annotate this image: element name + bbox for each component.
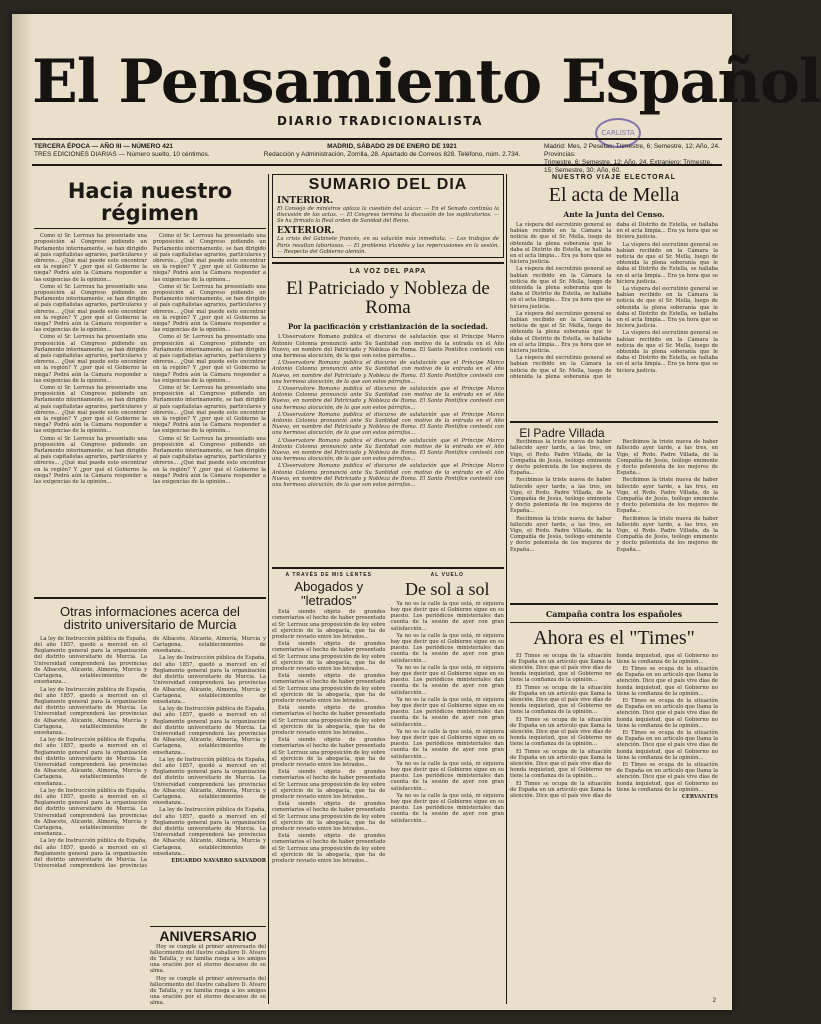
times-body [510,653,718,973]
address-line: Redacción y Administración, Zorrilla, 28. Apartado de Correos 828. Teléfono, núm. 2.734. [263,151,521,158]
paragraph: Recibimos la triste nueva de haber fallecido ayer tarde, a las tres, en Vigo, el Rvdo. Padre Villada, de la Compañía de Jesús, teólogo eminente y docto polemista de los mejores de España... [510,477,612,515]
paragraph: Como el Sr. Lerroux ha presentado una proposición al Congreso pidiendo un Parlamento interinamente, se han dirigido al país capitalistas agrarios, particulares y obreros... ¿Qué mal puede esto encontrar en la región? Y ¿por qué el Gobierno la niega? Podrá aún la Cámara responder a las exigencias de la opinión... [153,233,266,283]
paragraph: Está siendo objeto de grandes comentarios el hecho de haber presentado el Sr. Lerroux una proposición de ley sobre el ejercicio de la abogacía, que ha de producir revuelo entre los letrados... [272,801,386,833]
article-body-murcia [34,636,266,926]
article-signature: EDUARDO NAVARRO SALVADOR [171,857,266,864]
edition-left [34,143,234,159]
edition-info-bar [32,138,722,174]
paragraph: El Times se ocupa de la situación de España en un artículo que llama la atención. Dice que el país vive días de honda inquietud, que el Gobierno no tiene la confianza de la opinión... [510,684,612,716]
patriciado-headline: El Patriciado y Nobleza de Roma [286,277,490,319]
villada-headline: El Padre Villada [519,425,605,440]
paragraph: Recibimos la triste nueva de haber fallecido ayer tarde, a las tres, en Vigo, el Rvdo. Padre Villada, de la Compañía de Jesús, teólogo eminente y docto polemista de los mejores de España... [616,515,718,553]
newspaper-subtitle: DIARIO TRADICIONALISTA [277,114,484,128]
interior-label: INTERIOR. [277,195,334,206]
viaje-electoral-label: NUESTRO VIAJE ELECTORAL [552,174,676,181]
divider [510,622,718,623]
divider [510,603,718,605]
paragraph: Recibimos la triste nueva de haber fallecido ayer tarde, a las tres, en Vigo, el Rvdo. Padre Villada, de la Compañía de Jesús, teólogo eminente y docto polemista de los mejores de España... [510,515,612,553]
mella-body [510,222,718,417]
library-stamp: CARLISTA [595,118,641,148]
paragraph: Está siendo objeto de grandes comentarios el hecho de haber presentado el Sr. Lerroux una proposición de ley sobre el ejercicio de la abogacía, que ha de producir revuelo entre los letrados... [272,673,386,705]
paragraph: Hoy se cumple el primer aniversario del fallecimiento del ilustre caballero D. Álvaro de Tafalla, y su familia ruega a los amigos una oración por el eterno descanso de su alma. [150,943,266,975]
paragraph: La víspera del escrutinio general se habían recibido en la Cámara la noticia de que el Sr. Mella, luego de obtenida la plena soberanía que le daba el Distrito de Estella, se hallaba en el acta limpia... Era ya hora que se hiciera justicia. [616,241,718,285]
paragraph: Recibimos la triste nueva de haber fallecido ayer tarde, a las tres, en Vigo, el Rvdo. Padre Villada, de la Compañía de Jesús, teólogo eminente y docto polemista de los mejores de España... [616,477,718,515]
paragraph: Hoy se cumple el primer aniversario del fallecimiento del ilustre caballero D. Álvaro de Tafalla, y su familia ruega a los amigos una oración por el eterno descanso de su alma. [150,975,266,1007]
paragraph: La víspera del escrutinio general se habían recibido en la Cámara la noticia de que el Sr. Mella, luego de obtenida la plena soberanía que le daba el Distrito de Estella, se hallaba en el acta limpia... Era ya hora que se hiciera justicia. [510,222,612,266]
page-number: 2 [712,998,716,1004]
paragraph: Está siendo objeto de grandes comentarios el hecho de haber presentado el Sr. Lerroux una proposición de ley sobre el ejercicio de la abogacía, que ha de producir revuelo entre los letrados... [272,833,386,865]
divider [510,421,718,423]
paragraph: Como el Sr. Lerroux ha presentado una proposición al Congreso pidiendo un Parlamento interinamente, se han dirigido al país capitalistas agrarios, particulares y obreros... ¿Qué mal puede esto encontrar en la región? Y ¿por qué el Gobierno la niega? Podrá aún la Cámara responder a las exigencias de la opinión... [34,233,147,283]
paragraph: El Times se ocupa de la situación de España en un artículo que llama la atención. Dice que el país vive días de honda inquietud, que el Gobierno no tiene la confianza de la opinión... [616,698,718,729]
column-rule [506,174,507,1004]
paragraph: Como el Sr. Lerroux ha presentado una proposición al Congreso pidiendo un Parlamento interinamente, se han dirigido al país capitalistas agrarios, particulares y obreros... ¿Qué mal puede esto encontrar en la región? Y ¿por qué el Gobierno la niega? Podrá aún la Cámara responder a las exigencias de la opinión... [153,384,266,435]
paragraph: Como el Sr. Lerroux ha presentado una proposición al Congreso pidiendo un Parlamento interinamente, se han dirigido al país capitalistas agrarios, particulares y obreros... ¿Qué mal puede esto encontrar en la región? Y ¿por qué el Gobierno la niega? Podrá aún la Cámara responder a las exigencias de la opinión... [34,435,147,486]
paragraph: La víspera del escrutinio general se habían recibido en la Cámara la noticia de que el Sr. Mella, luego de obtenida la plena soberanía que le daba el Distrito de Estella, se hallaba en el acta limpia... Era ya hora que se hiciera justicia. [510,310,612,355]
article-headline-regimen: Hacia nuestro régimen [67,179,233,226]
column-rule [268,174,269,1004]
paragraph: El Times se ocupa de la situación de España en un artículo que llama la atención. Dice que el país vive días de honda inquietud, que el Gobierno no tiene la confianza de la opinión... [616,730,718,761]
divider [272,567,504,569]
exterior-label: EXTERIOR. [277,226,335,237]
patriciado-subtitle: Por la pacificación y cristianización de la sociedad. [288,322,488,332]
newspaper-title: El Pensamiento Español [32,47,821,117]
divider [272,262,504,264]
sumario-title: SUMARIO DEL DIA [308,176,468,193]
paragraph: Como el Sr. Lerroux ha presentado una proposición al Congreso pidiendo un Parlamento interinamente, se han dirigido al país capitalistas agrarios, particulares y obreros... ¿Qué mal puede esto encontrar en la región? Y ¿por qué el Gobierno la niega? Podrá aún la Cámara responder a las exigencias de la opinión... [153,435,266,486]
de-sol-a-sol-headline: De sol a sol [405,578,490,599]
paragraph: La ley de Instrucción pública de España, del año 1857, quedó a merced en el Reglamento general para la organización del distrito universitario de Murcia. La Universidad comprenderá las provincias de Albacete, Alicante, Almería, Murcia y Cartagena, establecimientos de enseñanza... [153,756,267,807]
lentes-label: A TRAVÉS DE MIS LENTES [285,571,372,578]
column-center [272,174,504,1004]
paragraph: L'Osservatore Romano publica el discurso de salutación que el Príncipe Marco Antonio Colonna pronunció ante Su Santidad con motivo de la entrada en el Año Nuevo, en nombre del Patriciado y Nobleza de Roma. El Santo Pontífice contestó con una hermosa alocución, de la que son estos párrafos... [272,386,504,411]
voz-del-papa-label: LA VOZ DEL PAPA [349,267,427,275]
times-headline: Ahora es el "Times" [533,626,695,649]
paragraph: La víspera del escrutinio general se habían recibido en la Cámara la noticia de que el Sr. Mella, luego de obtenida la plena soberanía que le daba el Distrito de Estella, se hallaba en el acta limpia... Era ya hora que se hiciera justicia. [616,286,718,330]
lentes-column [272,571,386,865]
paragraph: L'Osservatore Romano publica el discurso de salutación que el Príncipe Marco Antonio Colonna pronunció ante Su Santidad con motivo de la entrada en el Año Nuevo, en nombre del Patriciado y Nobleza de Roma. El Santo Pontífice contestó con una hermosa alocución, de la que son estos párrafos... [272,463,504,489]
newspaper-page [12,14,821,1010]
paragraph: Como el Sr. Lerroux ha presentado una proposición al Congreso pidiendo un Parlamento interinamente, se han dirigido al país capitalistas agrarios, particulares y obreros... ¿Qué mal puede esto encontrar en la región? Y ¿por qué el Gobierno la niega? Podrá aún la Cámara responder a las exigencias de la opinión... [153,283,266,334]
paragraph: Ya no es la calle la que está, ni siquiera hay que decir que el Gobierno sigue en su puesto. Los periódicos ministeriales dan cuenta de la sesión de ayer con gran satisfacción... [390,792,504,824]
article-signature: CERVANTES [681,794,718,801]
subscription-line-2: Trimestre, 6; Semestre, 12; Año, 24. Extranjero: Trimestre, 15; Semestre, 30; Año, 60. [544,159,713,174]
paragraph: El Times se ocupa de la situación de España en un artículo que llama la atención. Dice que el país vive días de honda inquietud, que el Gobierno no tiene la confianza de la opinión... [510,652,612,684]
paragraph: Recibimos la triste nueva de haber fallecido ayer tarde, a las tres, en Vigo, el Rvdo. Padre Villada, de la Compañía de Jesús, teólogo eminente y docto polemista de los mejores de España... [510,439,612,477]
column-right [510,174,718,1004]
aniversario-body [150,944,266,1007]
paragraph: Ya no es la calle la que está, ni siquiera hay que decir que el Gobierno sigue en su puesto. Los periódicos ministeriales dan cuenta de la sesión de ayer con gran satisfacción... [390,632,504,664]
paragraph: L'Osservatore Romano publica el discurso de salutación que el Príncipe Marco Antonio Colonna pronunció ante Su Santidad con motivo de la entrada en el Año Nuevo, en nombre del Patriciado y Nobleza de Roma. El Santo Pontífice contestó con una hermosa alocución, de la que son estos párrafos... [272,360,504,385]
article-body-regimen [34,233,266,593]
paragraph: La ley de Instrucción pública de España, del año 1857, quedó a merced en el Reglamento general para la organización del distrito universitario de Murcia. La Universidad comprenderá las provincias de Albacete, Alicante, Almería, Murcia y Cartagena, establecimientos de enseñanza... [153,807,267,857]
paragraph: La ley de Instrucción pública de España, del año 1857, quedó a merced en el Reglamento general para la organización del distrito universitario de Murcia. La Universidad comprenderá las provincias de Albacete, Alicante, Almería, Murcia y Cartagena, establecimientos de enseñanza... [34,686,148,736]
paragraph: La ley de Instrucción pública de España, del año 1857, quedó a merced en el Reglamento general para la organización del distrito universitario de Murcia. La Universidad comprenderá las provincias de Albacete, Alicante, Almería, Murcia y Cartagena, establecimientos de enseñanza... [153,706,267,756]
paragraph: El Times se ocupa de la situación de España en un artículo que llama la atención. Dice que el país vive días de honda inquietud, que el Gobierno no tiene la confianza de la opinión... [510,652,718,800]
patriciado-body [272,334,504,564]
paragraph: La ley de Instrucción pública de España, del año 1857, quedó a merced en el Reglamento general para la organización del distrito universitario de Murcia. La Universidad comprenderá las provincias de Albacete, Alicante, Almería, Murcia y Cartagena, establecimientos de enseñanza... [153,655,267,705]
sumario-box [272,174,504,258]
campana-label: Campaña contra los españoles [545,608,683,619]
paragraph: El Times se ocupa de la situación de España en un artículo que llama la atención. Dice que el país vive días de honda inquietud, que el Gobierno no tiene la confianza de la opinión... [616,762,718,793]
lower-center-columns [272,571,504,865]
divider [34,597,266,599]
aniversario-block [150,926,266,1007]
paragraph: La ley de Instrucción pública de España, del año 1857, quedó a merced en el Reglamento general para la organización del distrito universitario de Murcia. La Universidad comprenderá las provincias de Albacete, Alicante, Almería, Murcia y Cartagena, establecimientos de enseñanza... [34,787,148,838]
paragraph: Ya no es la calle la que está, ni siquiera hay que decir que el Gobierno sigue en su puesto. Los periódicos ministeriales dan cuenta de la sesión de ayer con gran satisfacción... [390,760,504,792]
paragraph: Ya no es la calle la que está, ni siquiera hay que decir que el Gobierno sigue en su puesto. Los periódicos ministeriales dan cuenta de la sesión de ayer con gran satisfacción... [390,728,504,760]
paragraph: Ya no es la calle la que está, ni siquiera hay que decir que el Gobierno sigue en su puesto. Los periódicos ministeriales dan cuenta de la sesión de ayer con gran satisfacción... [390,600,504,632]
paragraph: Como el Sr. Lerroux ha presentado una proposición al Congreso pidiendo un Parlamento interinamente, se han dirigido al país capitalistas agrarios, particulares y obreros... ¿Qué mal puede esto encontrar en la región? Y ¿por qué el Gobierno la niega? Podrá aún la Cámara responder a las exigencias de la opinión... [153,334,266,384]
paragraph: Ya no es la calle la que está, ni siquiera hay que decir que el Gobierno sigue en su puesto. Los periódicos ministeriales dan cuenta de la sesión de ayer con gran satisfacción... [390,664,504,696]
interior-text: El Consejo de ministros aplaza la cuestión del azúcar. — En el Senado continúa la discusión de las actas. — El Congreso termina la discusión de los suplicatorios. — Se ha firmado la Real orden de Sanidad del Reino. [277,205,499,225]
paragraph: La víspera del escrutinio general se habían recibido en la Cámara la noticia de que el Sr. Mella, luego de obtenida la plena soberanía que le daba el Distrito de Estella, se hallaba en el acta limpia... Era ya hora que se hiciera justicia. [510,222,718,380]
paragraph: Como el Sr. Lerroux ha presentado una proposición al Congreso pidiendo un Parlamento interinamente, se han dirigido al país capitalistas agrarios, particulares y obreros... ¿Qué mal puede esto encontrar en la región? Y ¿por qué el Gobierno la niega? Podrá aún la Cámara responder a las exigencias de la opinión... [34,283,147,334]
page-binding [12,14,34,1010]
paragraph: L'Osservatore Romano publica el discurso de salutación que el Príncipe Marco Antonio Colonna pronunció ante Su Santidad con motivo de la entrada en el Año Nuevo, en nombre del Patriciado y Nobleza de Roma. El Santo Pontífice contestó con una hermosa alocución, de la que son estos párrafos... [272,411,504,437]
paragraph: Ya no es la calle la que está, ni siquiera hay que decir que el Gobierno sigue en su puesto. Los periódicos ministeriales dan cuenta de la sesión de ayer con gran satisfacción... [390,696,504,728]
junta-censo-subtitle: Ante la Junta del Censo. [563,210,665,219]
mella-headline: El acta de Mella [548,184,680,206]
divider [34,228,266,229]
paragraph: Está siendo objeto de grandes comentarios el hecho de haber presentado el Sr. Lerroux una proposición de ley sobre el ejercicio de la abogacía, que ha de producir revuelo entre los letrados... [272,609,386,640]
paragraph: El Times se ocupa de la situación de España en un artículo que llama la atención. Dice que el país vive días de honda inquietud, que el Gobierno no tiene la confianza de la opinión... [616,666,718,697]
issue-number: TERCERA ÉPOCA — AÑO III — NÚMERO 421 [34,143,174,150]
date-line: MADRID, SÁBADO 29 DE ENERO DE 1921 [327,143,457,150]
de-sol-a-sol-body [391,601,505,826]
paragraph: Como el Sr. Lerroux ha presentado una proposición al Congreso pidiendo un Parlamento interinamente, se han dirigido al país capitalistas agrarios, particulares y obreros... ¿Qué mal puede esto encontrar en la región? Y ¿por qué el Gobierno la niega? Podrá aún la Cámara responder a las exigencias de la opinión... [34,334,147,384]
paragraph: Está siendo objeto de grandes comentarios el hecho de haber presentado el Sr. Lerroux una proposición de ley sobre el ejercicio de la abogacía, que ha de producir revuelo entre los letrados... [272,641,386,672]
paragraph: Recibimos la triste nueva de haber fallecido ayer tarde, a las tres, en Vigo, el Rvdo. Padre Villada, de la Compañía de Jesús, teólogo eminente y docto polemista de los mejores de España... [616,439,718,477]
subscription-line-1: Madrid: Mes, 2 Pesetas; Trimestre, 6; Semestre, 12; Año, 24. Provincias: [544,143,720,158]
article-headline-murcia: Otras informaciones acerca del distrito universitario de Murcia [60,603,240,633]
paragraph: Como el Sr. Lerroux ha presentado una proposición al Congreso pidiendo un Parlamento interinamente, se han dirigido al país capitalistas agrarios, particulares y obreros... ¿Qué mal puede esto encontrar en la región? Y ¿por qué el Gobierno la niega? Podrá aún la Cámara responder a las exigencias de la opinión... [34,384,147,435]
paragraph: El Times se ocupa de la situación de España en un artículo que llama la atención. Dice que el país vive días de honda inquietud, que el Gobierno no tiene la confianza de la opinión... [510,716,612,748]
aniversario-headline: ANIVERSARIO [159,927,257,944]
paragraph: Está siendo objeto de grandes comentarios el hecho de haber presentado el Sr. Lerroux una proposición de ley sobre el ejercicio de la abogacía, que ha de producir revuelo entre los letrados... [272,737,386,769]
subscription-info [544,143,720,175]
column-left [34,174,267,1007]
paragraph: L'Osservatore Romano publica el discurso de salutación que el Príncipe Marco Antonio Colonna pronunció ante Su Santidad con motivo de la entrada en el Año Nuevo, en nombre del Patriciado y Nobleza de Roma. El Santo Pontífice contestó con una hermosa alocución, de la que son estos párrafos... [272,334,504,359]
villada-body [510,439,718,599]
abogados-headline: Abogados y "letrados" [294,578,364,608]
edition-date [242,143,542,159]
abogados-body [272,609,386,865]
paragraph: Está siendo objeto de grandes comentarios el hecho de haber presentado el Sr. Lerroux una proposición de ley sobre el ejercicio de la abogacía, que ha de producir revuelo entre los letrados... [272,769,386,801]
paragraph: La víspera del escrutinio general se habían recibido en la Cámara la noticia de que el Sr. Mella, luego de obtenida la plena soberanía que le daba el Distrito de Estella, se hallaba en el acta limpia... Era ya hora que se hiciera justicia. [616,330,718,374]
exterior-text: La crisis del Gabinete francés, en su solución más inmediata. — Los trabajos de Paris resultan laboriosos. — El problema irlandés y las repercusiones en la sesión. — Respecto del Gobierno alemán. [277,236,499,255]
paragraph: La ley de Instrucción pública de España, del año 1857, quedó a merced en el Reglamento general para la organización del distrito universitario de Murcia. La Universidad comprenderá las provincias de Albacete, Alicante, Almería, Murcia y Cartagena, establecimientos de enseñanza... [34,737,148,787]
vuelo-label: AL VUELO [430,571,464,578]
paragraph: La víspera del escrutinio general se habían recibido en la Cámara la noticia de que el Sr. Mella, luego de obtenida la plena soberanía que le daba el Distrito de Estella, se hallaba en el acta limpia... Era ya hora que se hiciera justicia. [510,266,612,310]
paragraph: El Times se ocupa de la situación de España en un artículo que llama la atención. Dice que el país vive días de honda inquietud, que el Gobierno no tiene la confianza de la opinión... [510,748,612,780]
vuelo-column [391,572,505,839]
paragraph: L'Osservatore Romano publica el discurso de salutación que el Príncipe Marco Antonio Colonna pronunció ante Su Santidad con motivo de la entrada en el Año Nuevo, en nombre del Patriciado y Nobleza de Roma. El Santo Pontífice contestó con una hermosa alocución, de la que son estos párrafos... [272,437,504,463]
paragraph: La ley de Instrucción pública de España, del año 1857, quedó a merced en el Reglamento general para la organización del distrito universitario de Murcia. La Universidad comprenderá las provincias de Albacete, Alicante, Almería, Murcia y Cartagena, establecimientos de enseñanza... [34,635,148,686]
paragraph: La ley de Instrucción pública de España, del año 1857, quedó a merced en el Reglamento general para la organización del distrito universitario de Murcia. La Universidad comprenderá las provincias de Albacete, Alicante, Almería, Murcia y Cartagena, establecimientos de enseñanza... [34,635,266,870]
paragraph: Está siendo objeto de grandes comentarios el hecho de haber presentado el Sr. Lerroux una proposición de ley sobre el ejercicio de la abogacía, que ha de producir revuelo entre los letrados... [272,705,386,737]
price-info: TRES EDICIONES DIARIAS — Número suelto, 10 céntimos. [34,151,210,158]
